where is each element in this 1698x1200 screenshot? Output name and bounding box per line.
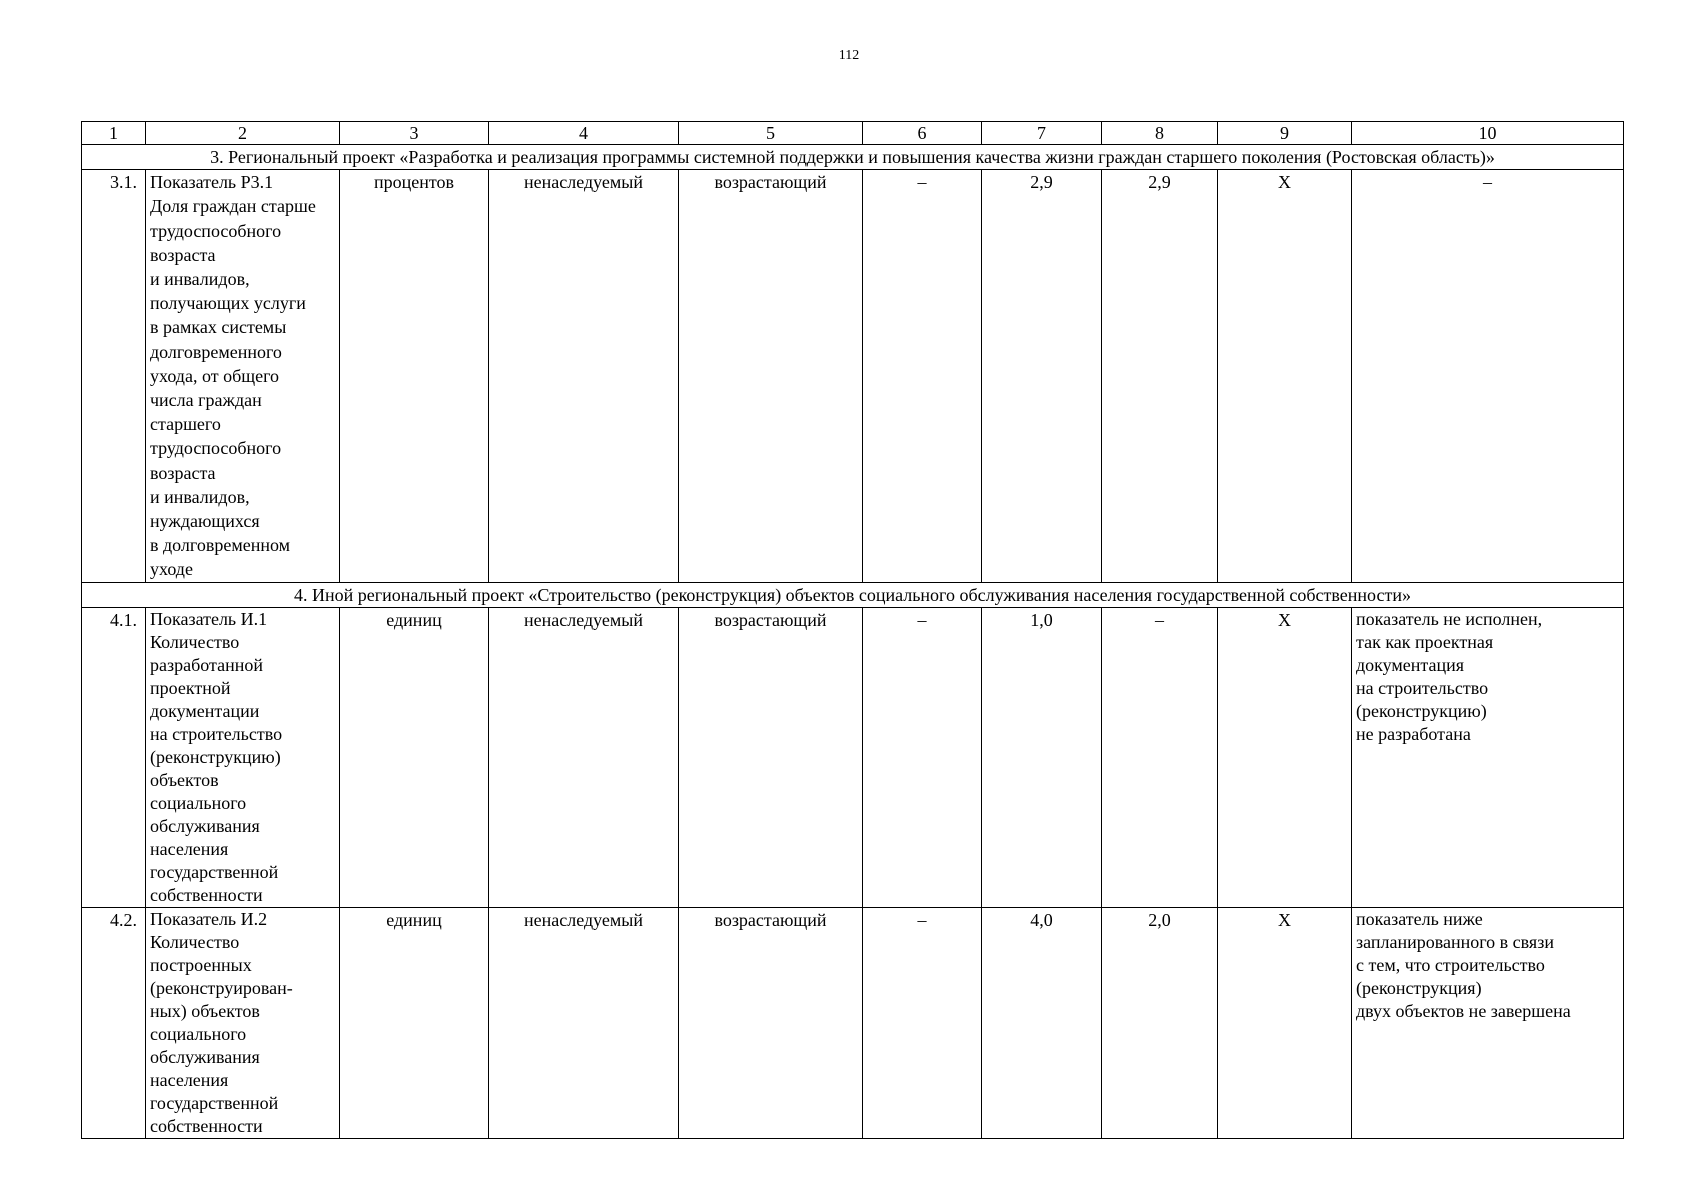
indicator-name-line: государственной <box>150 861 279 882</box>
column-7-cell: 2,9 <box>982 170 1102 582</box>
note-line: – <box>1483 172 1492 193</box>
trend-cell: возрастающий <box>679 907 863 1138</box>
indicator-name-line: Показатель Р3.1 <box>150 172 274 193</box>
indicator-name-line: старшего <box>150 414 221 435</box>
indicator-name-line: ных) объектов <box>150 1000 260 1021</box>
column-6-cell: – <box>863 607 982 907</box>
column-9-cell: X <box>1218 907 1352 1138</box>
section-header-row <box>82 582 1624 607</box>
column-number: 7 <box>982 122 1102 145</box>
indicator-name-line: в рамках системы <box>150 317 287 338</box>
table-row <box>82 607 1624 907</box>
indicator-name-line: (реконструкцию) <box>150 746 281 767</box>
column-number: 6 <box>863 122 982 145</box>
table-row <box>82 170 1624 582</box>
note-line: с тем, что строительство <box>1356 954 1545 975</box>
indicator-name-line: нуждающихся <box>150 511 260 532</box>
indicator-name-line: долговременного <box>150 341 282 362</box>
section-title: 4. Иной региональный проект «Строительство (реконструкция) объектов социального обслуживания населения государственной собственности» <box>82 582 1624 607</box>
column-number: 4 <box>489 122 679 145</box>
row-number: 4.1. <box>82 607 146 907</box>
column-7-cell: 4,0 <box>982 907 1102 1138</box>
note-cell <box>1352 170 1624 582</box>
column-number: 2 <box>146 122 340 145</box>
indicator-name-line: объектов <box>150 769 219 790</box>
column-7-cell: 1,0 <box>982 607 1102 907</box>
trend-cell: возрастающий <box>679 170 863 582</box>
note-line: показатель ниже <box>1356 908 1483 929</box>
indicator-name-line: и инвалидов, <box>150 269 250 290</box>
column-number: 1 <box>82 122 146 145</box>
indicator-name-line: населения <box>150 838 229 859</box>
row-number: 4.2. <box>82 907 146 1138</box>
indicator-name-line: ухода, от общего <box>150 365 280 386</box>
table-row <box>82 907 1624 1138</box>
indicator-name-line: возраста <box>150 244 216 265</box>
section-title: 3. Региональный проект «Разработка и реализация программы системной поддержки и повышения качества жизни граждан старшего поколения (Ростовская область)» <box>82 145 1624 170</box>
indicator-name-line: трудоспособного <box>150 220 282 241</box>
note-line: документация <box>1356 654 1465 675</box>
column-6-cell: – <box>863 907 982 1138</box>
indicator-name-line: собственности <box>150 884 263 905</box>
column-6-cell: – <box>863 170 982 582</box>
note-cell <box>1352 907 1624 1138</box>
indicator-name-line: социального <box>150 792 247 813</box>
column-9-cell: X <box>1218 607 1352 907</box>
indicator-name-line: возраста <box>150 462 216 483</box>
indicator-name-line: государственной <box>150 1092 279 1113</box>
unit-cell: единиц <box>340 907 489 1138</box>
note-cell <box>1352 607 1624 907</box>
column-number: 10 <box>1352 122 1624 145</box>
indicator-type-cell: ненаследуемый <box>489 907 679 1138</box>
indicator-name-line: и инвалидов, <box>150 486 250 507</box>
column-number: 5 <box>679 122 863 145</box>
column-8-cell: – <box>1102 607 1218 907</box>
column-number: 8 <box>1102 122 1218 145</box>
indicator-name-line: построенных <box>150 954 252 975</box>
indicator-name <box>146 170 340 582</box>
section-header-row <box>82 145 1624 170</box>
indicator-name-line: Показатель И.1 <box>150 608 268 629</box>
indicator-type-cell: ненаследуемый <box>489 607 679 907</box>
indicator-name <box>146 607 340 907</box>
unit-cell: единиц <box>340 607 489 907</box>
indicator-type-cell: ненаследуемый <box>489 170 679 582</box>
indicator-name-line: Количество <box>150 631 240 652</box>
indicator-name-line: Доля граждан старше <box>150 196 316 217</box>
indicator-name-line: (реконструирован- <box>150 977 293 998</box>
row-number: 3.1. <box>82 170 146 582</box>
note-line: (реконструкцию) <box>1356 700 1487 721</box>
indicator-name-line: трудоспособного <box>150 438 282 459</box>
note-line: (реконструкция) <box>1356 977 1482 998</box>
column-8-cell: 2,0 <box>1102 907 1218 1138</box>
indicator-name <box>146 907 340 1138</box>
indicator-name-line: Количество <box>150 931 240 952</box>
indicator-name-line: обслуживания <box>150 1046 260 1067</box>
note-line: двух объектов не завершена <box>1356 1000 1571 1021</box>
indicator-name-line: Показатель И.2 <box>150 908 268 929</box>
note-line: не разработана <box>1356 723 1471 744</box>
indicators-table <box>81 121 1624 1139</box>
column-8-cell: 2,9 <box>1102 170 1218 582</box>
indicator-name-line: социального <box>150 1023 247 1044</box>
column-number: 9 <box>1218 122 1352 145</box>
indicator-name-line: на строительство <box>150 723 283 744</box>
unit-cell: процентов <box>340 170 489 582</box>
indicator-name-line: населения <box>150 1069 229 1090</box>
indicator-name-line: обслуживания <box>150 815 260 836</box>
page-number: 112 <box>838 48 860 63</box>
column-number-row <box>82 122 1624 145</box>
note-line: показатель не исполнен, <box>1356 608 1543 629</box>
indicator-name-line: в долговременном <box>150 535 291 556</box>
indicator-name-line: уходе <box>150 559 193 580</box>
trend-cell: возрастающий <box>679 607 863 907</box>
indicator-name-line: числа граждан <box>150 390 262 411</box>
indicator-name-line: собственности <box>150 1115 263 1136</box>
note-line: так как проектная <box>1356 631 1494 652</box>
indicator-name-line: документации <box>150 700 260 721</box>
indicator-name-line: проектной <box>150 677 231 698</box>
column-number: 3 <box>340 122 489 145</box>
note-line: на строительство <box>1356 677 1489 698</box>
note-line: запланированного в связи <box>1356 931 1554 952</box>
indicator-name-line: получающих услуги <box>150 293 306 314</box>
indicator-name-line: разработанной <box>150 654 263 675</box>
column-9-cell: X <box>1218 170 1352 582</box>
